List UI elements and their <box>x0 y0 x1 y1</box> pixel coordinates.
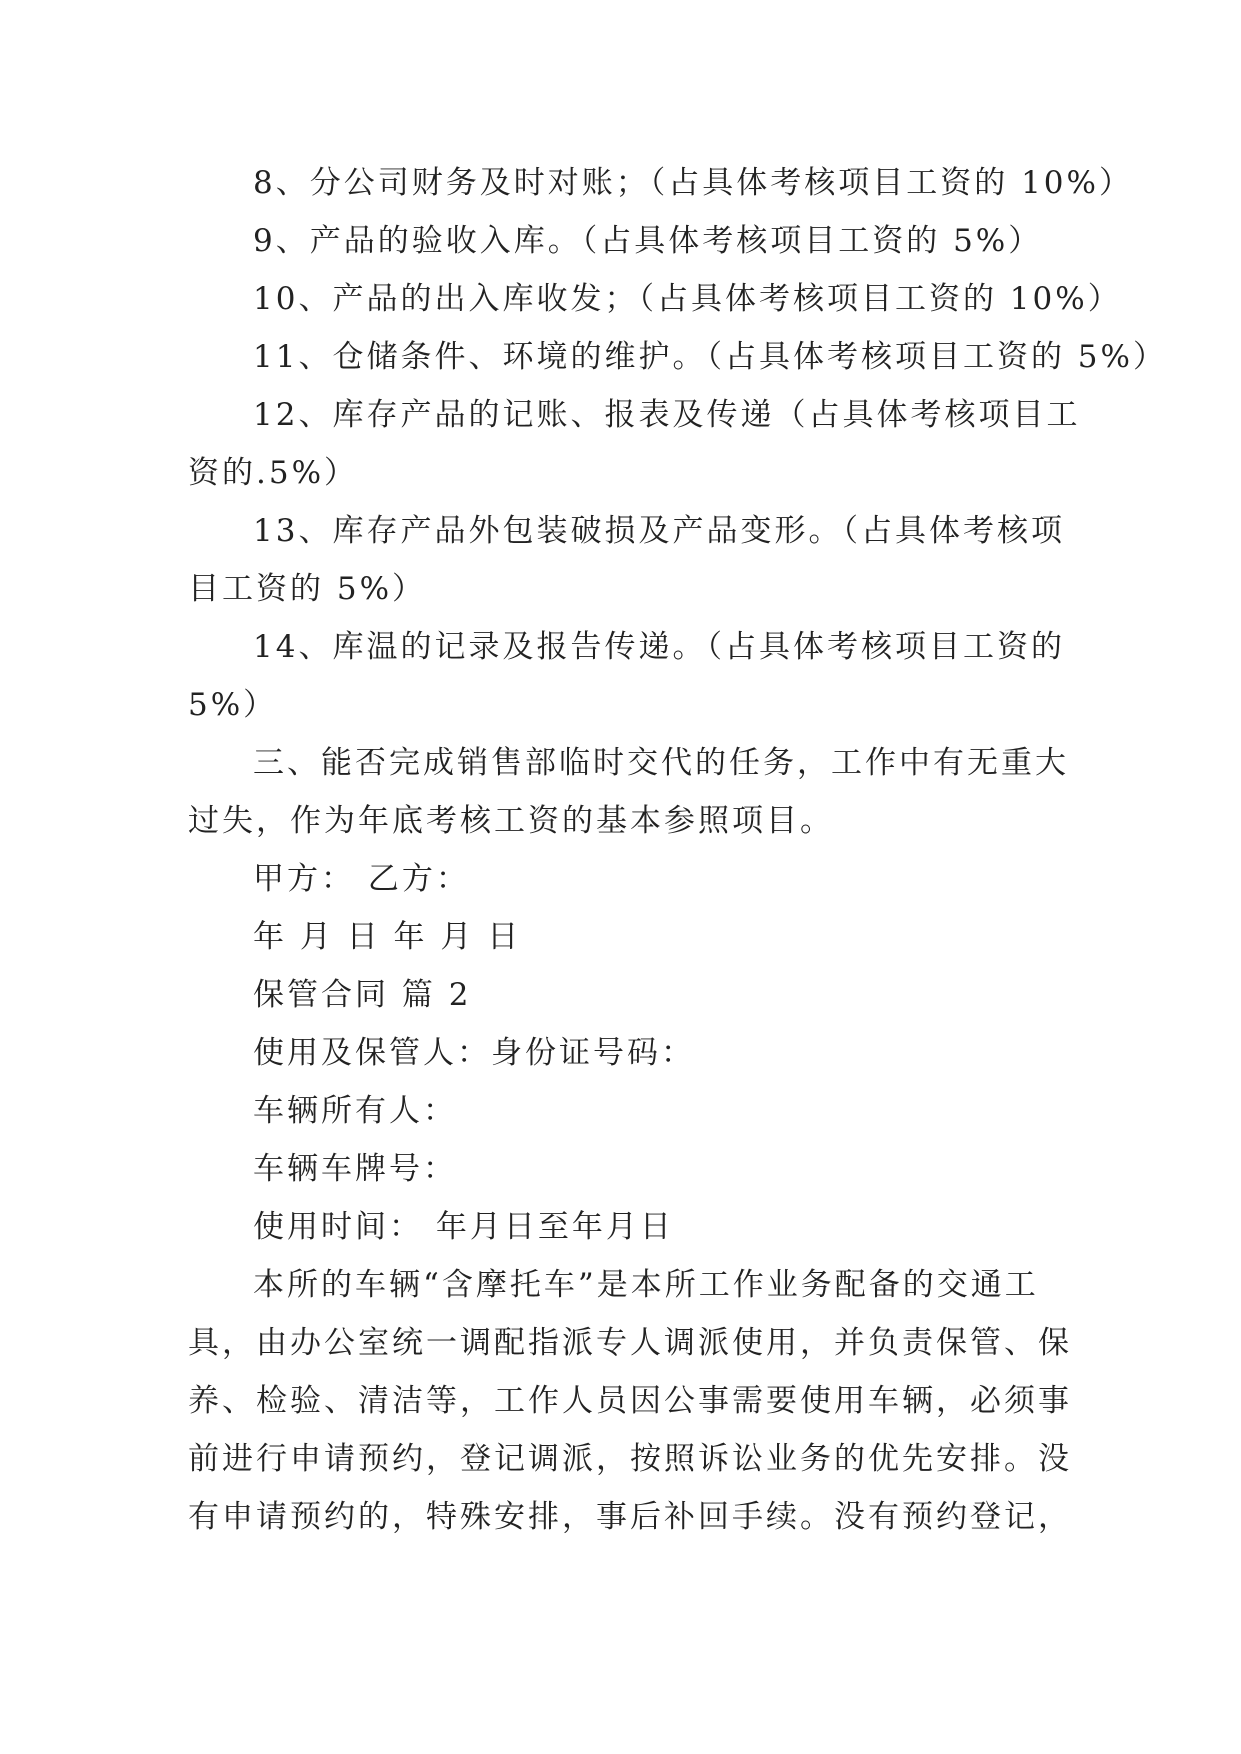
form-field-line: 使用及保管人：身份证号码： <box>253 1035 695 1071</box>
form-field-line: 车辆车牌号： <box>253 1151 457 1187</box>
text-line: 11、仓储条件、环境的维护。（占具体考核项目工资的 5%） <box>253 339 1167 375</box>
text-line: 三、能否完成销售部临时交代的任务，工作中有无重大 <box>253 745 1069 781</box>
text-line: 具，由办公室统一调配指派专人调派使用，并负责保管、保 <box>188 1325 1072 1361</box>
form-field-line: 车辆所有人： <box>253 1093 457 1129</box>
text-line: 12、库存产品的记账、报表及传递（占具体考核项目工 <box>253 397 1081 433</box>
text-line: 目工资的 5%） <box>188 571 427 607</box>
text-line: 9、产品的验收入库。（占具体考核项目工资的 5%） <box>253 223 1043 259</box>
date-line: 年 月 日 年 月 日 <box>253 919 522 955</box>
text-line: 有申请预约的，特殊安排，事后补回手续。没有预约登记， <box>188 1499 1072 1535</box>
signature-line: 甲方： 乙方： <box>253 861 470 897</box>
text-line: 本所的车辆“含摩托车”是本所工作业务配备的交通工 <box>253 1267 1039 1303</box>
text-line: 14、库温的记录及报告传递。（占具体考核项目工资的 <box>253 629 1065 665</box>
text-line: 养、检验、清洁等，工作人员因公事需要使用车辆，必须事 <box>188 1383 1072 1419</box>
text-line: 过失，作为年底考核工资的基本参照项目。 <box>188 803 834 839</box>
text-line: 5%） <box>188 687 278 723</box>
section-heading: 保管合同 篇 2 <box>253 977 472 1013</box>
text-line: 13、库存产品外包装破损及产品变形。（占具体考核项 <box>253 513 1065 549</box>
text-line: 10、产品的出入库收发；（占具体考核项目工资的 10%） <box>253 281 1122 317</box>
form-field-line: 使用时间： 年月日至年月日 <box>253 1209 674 1245</box>
text-line: 前进行申请预约，登记调派，按照诉讼业务的优先安排。没 <box>188 1441 1072 1477</box>
text-line: 8、分公司财务及时对账；（占具体考核项目工资的 10%） <box>253 165 1133 201</box>
document-body <box>188 154 1167 1546</box>
text-line: 资的.5%） <box>188 455 359 491</box>
